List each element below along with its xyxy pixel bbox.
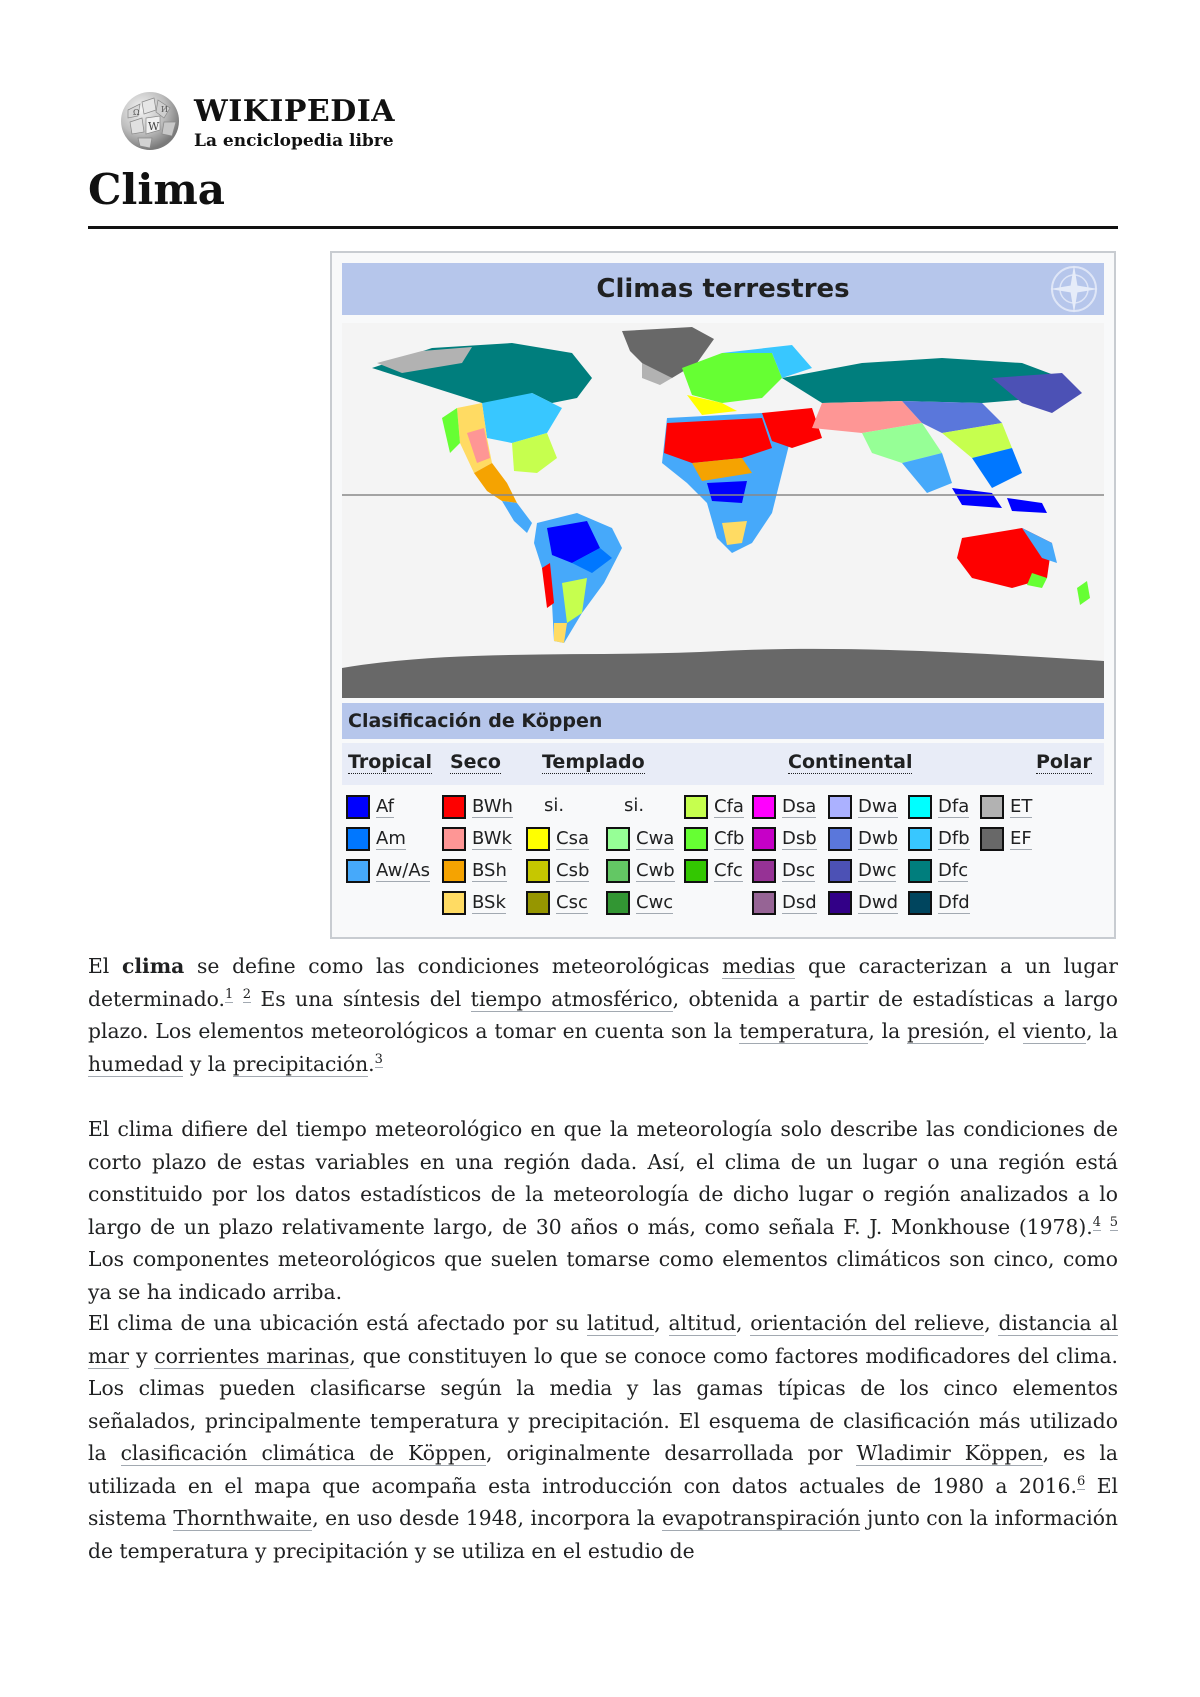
legend-label[interactable]: Dwc	[858, 859, 897, 881]
group-seco[interactable]: Seco	[450, 751, 501, 773]
p1-text-10: .	[368, 1051, 375, 1076]
si-label-csa-column: si.	[544, 795, 565, 816]
legend-item-dfb[interactable]	[908, 825, 970, 853]
legend-item-dsb[interactable]	[752, 825, 817, 853]
legend-label[interactable]: Dwa	[858, 795, 898, 817]
p3-text-11: junto con la información de temperatura y precipitación y se utiliza en el estudio de	[88, 1506, 1118, 1563]
p1-text-4: Es una síntesis del	[251, 986, 471, 1011]
legend-swatch	[526, 891, 550, 915]
legend-label[interactable]: Af	[376, 795, 395, 817]
legend-item-dwd[interactable]	[828, 889, 898, 917]
legend-item-cfa[interactable]	[684, 793, 744, 821]
p3-text-5: y	[129, 1343, 155, 1368]
legend-swatch	[606, 891, 630, 915]
p3-text-3: ,	[735, 1311, 751, 1335]
legend-label[interactable]: Cwa	[636, 827, 675, 849]
p2-text-2: Los componentes meteorológicos que suelen tomarse como elementos climáticos son cinco, como ya se ha indicado arriba.	[88, 1247, 1118, 1304]
infobox-heading	[342, 263, 1104, 315]
link-medias[interactable]: medias	[722, 954, 796, 978]
link-precipitacion[interactable]: precipitación	[232, 1051, 369, 1076]
p3-text-7: , originalmente desarrollada por	[486, 1441, 857, 1465]
p3-text-4: ,	[984, 1311, 999, 1335]
ref-1[interactable]: 1	[225, 986, 234, 1002]
legend-swatch	[828, 859, 852, 883]
link-evapotranspiracion[interactable]: evapotranspiración	[661, 1506, 861, 1530]
legend-label[interactable]: Dsd	[782, 891, 817, 913]
link-latitud[interactable]: latitud	[586, 1311, 655, 1335]
infobox	[330, 251, 1116, 939]
legend-item-dfc[interactable]	[908, 857, 968, 885]
legend-swatch	[828, 795, 852, 819]
legend-item-bwk[interactable]	[442, 825, 512, 853]
p1-text-1: El	[88, 954, 122, 978]
legend-item-csa[interactable]	[526, 825, 589, 853]
legend-item-dwb[interactable]	[828, 825, 898, 853]
wikipedia-logo[interactable]	[118, 88, 448, 158]
ref-5[interactable]: 5	[1109, 1214, 1118, 1230]
p1-text-7: , el	[984, 1019, 1023, 1043]
link-viento[interactable]: viento	[1022, 1019, 1087, 1043]
page-title: Clima	[88, 165, 225, 214]
ref-4[interactable]: 4	[1092, 1214, 1101, 1230]
climate-group-row	[342, 743, 1104, 785]
link-clasificacion-koppen[interactable]: clasificación climática de Köppen	[120, 1441, 487, 1465]
wikipedia-globe-icon	[118, 88, 182, 152]
legend-swatch	[606, 827, 630, 851]
legend-swatch	[346, 859, 370, 883]
group-tropical[interactable]: Tropical	[348, 751, 433, 773]
title-divider	[88, 226, 1118, 229]
legend-item-dsc[interactable]	[752, 857, 815, 885]
svg-text:W: W	[148, 120, 160, 133]
legend-swatch	[684, 827, 708, 851]
wikipedia-wordmark: WIKIPEDIA	[194, 94, 396, 129]
legend-item-cwc[interactable]	[606, 889, 673, 917]
wikipedia-tagline: La enciclopedia libre	[194, 131, 394, 151]
legend-item-csc[interactable]	[526, 889, 588, 917]
legend-label[interactable]: Dfd	[938, 891, 970, 913]
compass-decoration-icon	[1014, 263, 1104, 315]
legend-label[interactable]: Dsc	[782, 859, 816, 881]
p1-bold-clima: clima	[121, 954, 185, 978]
legend-item-csb[interactable]	[526, 857, 589, 885]
link-wladimir-koppen[interactable]: Wladimir Köppen	[856, 1441, 1043, 1465]
legend-label[interactable]: BSk	[472, 891, 506, 913]
legend-label[interactable]: EF	[1010, 827, 1032, 849]
group-polar[interactable]: Polar	[1036, 751, 1092, 773]
legend-swatch	[684, 859, 708, 883]
legend-swatch	[346, 827, 370, 851]
p3-text-1: El clima de una ubicación está afectado por su	[88, 1311, 587, 1335]
legend-swatch	[526, 827, 550, 851]
p1-text-8: , la	[1086, 1019, 1118, 1043]
legend-label[interactable]: Dwb	[858, 827, 899, 849]
p3-text-2: ,	[654, 1311, 669, 1335]
svg-text:Ω: Ω	[133, 108, 140, 117]
link-orientacion-del-relieve[interactable]: orientación del relieve	[750, 1311, 985, 1335]
legend-swatch	[442, 795, 466, 819]
legend-swatch	[346, 795, 370, 819]
legend-label[interactable]: Csc	[556, 891, 588, 913]
p3-text-6: , que constituyen lo que se conoce como factores modificadores del clima. Los climas pueden clasificarse según la media y las gamas típicas de los cinco elementos señalados, principalmente temperatura y precipitación. El esquema de clasificación más utilizado la	[88, 1343, 1118, 1465]
legend-label[interactable]: Cwb	[636, 859, 675, 881]
legend-item-dfa[interactable]	[908, 793, 969, 821]
legend-label[interactable]: Dwd	[858, 891, 899, 913]
legend-item-dsa[interactable]	[752, 793, 816, 821]
legend-swatch	[828, 891, 852, 915]
legend-swatch	[442, 827, 466, 851]
legend-swatch	[908, 827, 932, 851]
legend-swatch	[980, 827, 1004, 851]
link-temperatura[interactable]: temperatura	[739, 1019, 869, 1043]
p3-text-8: , es la utilizada en el mapa que acompaña esta introducción con datos actuales de 1980 a 2016.	[88, 1441, 1118, 1498]
link-presion[interactable]: presión	[907, 1019, 984, 1043]
link-humedad[interactable]: humedad	[88, 1051, 184, 1076]
p1-text-3: que caracterizan a un lugar determinado.	[88, 954, 1118, 1011]
legend-swatch	[752, 891, 776, 915]
legend-item-dwa[interactable]	[828, 793, 898, 821]
infobox-title: Climas terrestres	[596, 274, 850, 304]
legend-label[interactable]: BWk	[472, 827, 512, 849]
legend-swatch	[980, 795, 1004, 819]
p1-text-2: se define como las condiciones meteorológicas	[184, 954, 723, 978]
legend-label[interactable]: Am	[376, 827, 406, 849]
paragraph-2	[88, 1113, 1118, 1308]
group-templado[interactable]: Templado	[542, 751, 645, 773]
legend-label[interactable]: Dfc	[938, 859, 969, 881]
link-distancia-al-mar[interactable]: distancia al mar	[88, 1311, 1118, 1368]
p1-text-5: , obtenida a partir de estadísticas a largo plazo. Los elementos meteorológicos a tomar en cuenta son la	[88, 986, 1118, 1043]
link-corrientes-marinas[interactable]: corrientes marinas	[154, 1343, 350, 1368]
legend-label[interactable]: Csa	[556, 827, 589, 849]
p1-text-6: , la	[868, 1019, 908, 1043]
legend-swatch	[752, 827, 776, 851]
legend-swatch	[442, 859, 466, 883]
legend-label[interactable]: Dsb	[782, 827, 817, 849]
p1-text-9: y la	[183, 1051, 233, 1076]
legend-label[interactable]: ET	[1010, 795, 1033, 817]
legend-item-bsk[interactable]	[442, 889, 506, 917]
legend-label[interactable]: Csb	[556, 859, 590, 881]
ref-6[interactable]: 6	[1077, 1473, 1086, 1489]
legend-swatch	[684, 795, 708, 819]
legend-item-cfb[interactable]	[684, 825, 744, 853]
group-continental[interactable]: Continental	[788, 751, 913, 773]
legend-swatch	[752, 795, 776, 819]
link-tiempo-atmosferico[interactable]: tiempo atmosférico	[470, 986, 673, 1011]
ref-2[interactable]: 2	[242, 986, 252, 1002]
legend-swatch	[908, 795, 932, 819]
legend-label[interactable]: Dsa	[782, 795, 817, 817]
legend-item-am[interactable]	[346, 825, 406, 853]
legend-item-bwh[interactable]	[442, 793, 513, 821]
legend-swatch	[908, 891, 932, 915]
legend-swatch	[828, 827, 852, 851]
p3-text-10: , en uso desde 1948, incorpora la	[312, 1506, 662, 1530]
legend-label[interactable]: Aw/As	[376, 859, 431, 881]
legend-label[interactable]: Dfa	[938, 795, 970, 817]
legend-item-dfd[interactable]	[908, 889, 970, 917]
legend-item-cwb[interactable]	[606, 857, 675, 885]
legend-item-dsd[interactable]	[752, 889, 817, 917]
legend-swatch	[752, 859, 776, 883]
legend-item-et[interactable]	[980, 793, 1032, 821]
p3-text-9: El sistema	[88, 1473, 1118, 1530]
legend-swatch	[526, 859, 550, 883]
legend-label[interactable]: Cwc	[636, 891, 674, 913]
svg-text:И: И	[161, 105, 168, 114]
legend-label[interactable]: Cfc	[714, 859, 743, 881]
legend-item-aw-as[interactable]	[346, 857, 430, 885]
legend-label[interactable]: BWh	[472, 795, 513, 817]
paragraph-1	[88, 950, 1118, 1080]
p2-text-1: El clima difiere del tiempo meteorológico en que la meteorología solo describe las condiciones de corto plazo de estas variables en una región dada. Así, el clima de un lugar o una región está constituido por los datos estadísticos de la meteorología de dicho lugar o región analizados a lo largo de un plazo relativamente largo, de 30 años o más, como señala F. J. Monkhouse (1978).	[88, 1117, 1118, 1239]
legend-swatch	[908, 859, 932, 883]
legend-item-cfc[interactable]	[684, 857, 743, 885]
legend-label[interactable]: Cfb	[714, 827, 745, 849]
paragraph-3	[88, 1307, 1118, 1567]
legend-swatch	[442, 891, 466, 915]
si-label-cwa-column: si.	[624, 795, 645, 816]
legend-label[interactable]: BSh	[472, 859, 507, 881]
legend-item-af[interactable]	[346, 793, 394, 821]
koppen-subheading: Clasificación de Köppen	[342, 703, 1104, 739]
ref-3[interactable]: 3	[374, 1051, 383, 1067]
legend-item-dwc[interactable]	[828, 857, 896, 885]
legend-swatch	[606, 859, 630, 883]
link-altitud[interactable]: altitud	[668, 1311, 736, 1335]
koppen-world-map[interactable]	[342, 323, 1104, 698]
legend-label[interactable]: Dfb	[938, 827, 970, 849]
legend-item-cwa[interactable]	[606, 825, 674, 853]
link-thornthwaite[interactable]: Thornthwaite	[173, 1506, 313, 1530]
legend-item-ef[interactable]	[980, 825, 1032, 853]
legend-item-bsh[interactable]	[442, 857, 507, 885]
legend-label[interactable]: Cfa	[714, 795, 744, 817]
